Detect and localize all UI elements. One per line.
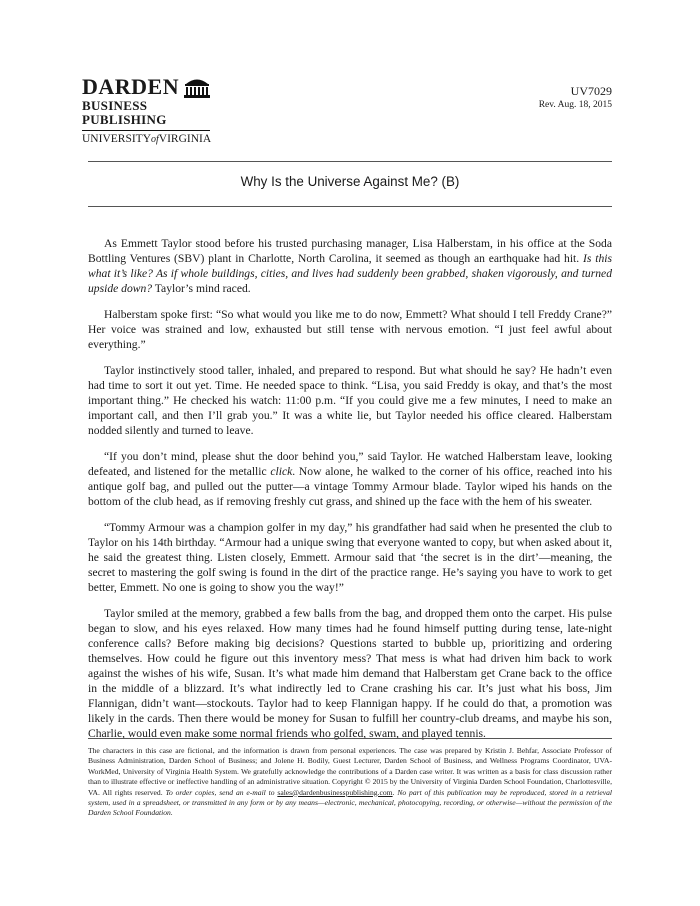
case-title: Why Is the Universe Against Me? (B) [240,174,460,189]
case-identifier [539,84,612,112]
paragraph-3: Taylor instinctively stood taller, inhaled, and prepared to respond. But what should he say? He hadn’t even had time to sort it out yet. Time. He needed space to think. “Lisa, you said Freddy is okay, and that’s the most important thing.” He checked his watch: 11:00 p.m. “If you could give me a few minutes, I need to make an important call, and then I’ll grab you.” It was a white lie, but Taylor needed his office cleared. Halberstam nodded silently and turned to leave. [88,364,612,437]
logo-business-publishing: BUSINESS PUBLISHING [82,98,167,127]
footnote-rule [88,738,612,739]
paragraph-6: Taylor smiled at the memory, grabbed a few balls from the bag, and dropped them onto the carpet. His pulse began to slow, and his eyes relaxed. How many times had he found himself putting during tense, late-night conference calls? Before making big decisions? Questions started to bubble up, prioritizing and ordering themselves. How could he figure out this inventory mess? That mess is what had driven him back to work against the wishes of his wife, Susan. It’s what made him demand that Halberstam get Crane back to the office in the middle of a blizzard. It’s what indirectly led to Crane crashing his car. It’s just what his boss, Jim Flannigan, didn’t want—stockouts. Taylor had to keep Flannigan happy. If he could do that, a promotion was likely in the cards. Then there would be money for Susan to fulfill her country-club dreams, and maybe his son, Charlie, would even make some normal friends who golfed, swam, and played tennis. [88,607,612,740]
title-bottom-rule [88,206,612,207]
title-top-rule [88,161,612,162]
order-email-link[interactable]: sales@dardenbusinesspublishing.com [277,787,393,797]
logo-darden-text: DARDEN [82,74,180,99]
logo-university: UNIVERSITYofVIRGINIA [82,133,212,145]
case-number: UV7029 [570,84,612,98]
case-body [88,236,612,752]
logo-divider [82,130,210,131]
paragraph-1: As Emmett Taylor stood before his trusted purchasing manager, Lisa Halberstam, in his office at the Soda Bottling Ventures (SBV) plant in Charlotte, North Carolina, it seemed as though an earthquake had hit. Is this what it’s like? As if whole buildings, cities, and lives had suddenly been grabbed, shaken vigorously, and turned upside down? Taylor’s mind raced. [88,237,612,295]
copyright-footnote: The characters in this case are fictional, and the information is drawn from personal experiences. The case was prepared by Kristin J. Behfar, Associate Professor of Business Administration, Darden School of Business; and Jolene H. Bodily, Guest Lecturer, Darden School of Business, and Wellness Programs Coordinator, UVA-WorkMed, University of Virginia Health System. We gratefully acknowledge the contributions of a Darden case writer. It was written as a basis for class discussion rather than to illustrate effective or ineffective handling of an administrative situation. Copyright © 2015 by the University of Virginia Darden School Foundation, Charlottesville, VA. All rights reserved. To order copies, send an e-mail to sales@dardenbusinesspublishing.com. No part of this publication may be reproduced, stored in a retrieval system, used in a spreadsheet, or transmitted in any form or by any means—electronic, mechanical, photocopying, recording, or otherwise—without the permission of the Darden School Foundation. [88,746,612,818]
darden-logo [82,76,222,146]
paragraph-4: “If you don’t mind, please shut the door behind you,” said Taylor. He watched Halberstam leave, looking defeated, and listened for the metallic click. Now alone, he walked to the corner of his office, reached into his antique golf bag, and pulled out the putter—a vintage Tommy Armour blade. Taylor wiped his hands on the bottom of the club head, as if removing freshly cut grass, and shined up the face with the hem of his sweater. [88,450,612,508]
paragraph-5: “Tommy Armour was a champion golfer in my day,” his grandfather had said when he presented the club to Taylor on his 14th birthday. “Armour had a unique swing that everyone wanted to copy, but when asked about it, he said the greatest thing. Listen closely, Emmett. Armour said that ‘the secret is in the dirt’—meaning, the secret to mastering the golf swing is found in the dirt of the practice range. He’s saying you have to work to get better, Emmett. No one is going to show you the way!” [88,521,612,594]
paragraph-2: Halberstam spoke first: “So what would you like me to do now, Emmett? What should I tell Freddy Crane?” Her voice was strained and low, exhausted but still tense with nervous emotion. “I just feel awful about everything.” [88,308,612,351]
rotunda-icon [183,76,211,98]
case-revision: Rev. Aug. 18, 2015 [538,100,612,110]
